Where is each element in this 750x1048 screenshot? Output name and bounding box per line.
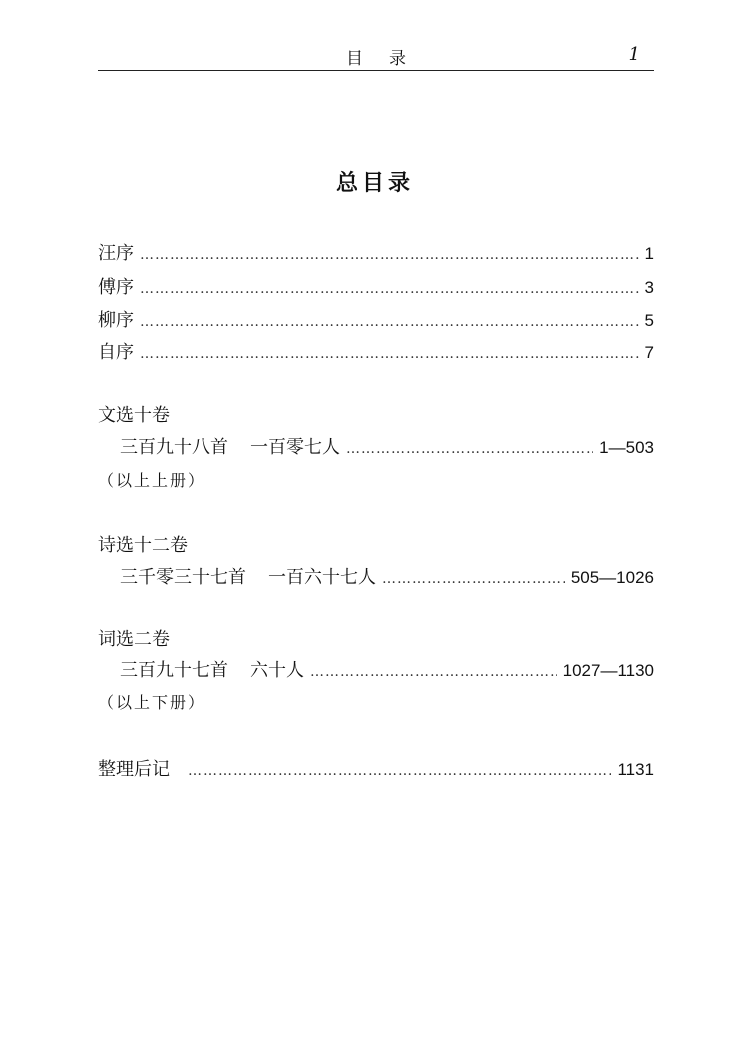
toc-entry-works: 三百九十七首	[120, 660, 228, 681]
toc-entry-preface-wang[interactable]	[98, 241, 654, 267]
toc-entry-authors: 一百六十七人	[268, 567, 376, 588]
page-title: 总目录	[335, 170, 414, 196]
section-heading-prose: 文选十卷	[98, 405, 170, 426]
section-heading-poetry: 诗选十二卷	[98, 535, 188, 556]
volume-note-lower: （以上下册）	[98, 693, 207, 712]
dot-leader	[140, 309, 639, 335]
toc-entry-label: 整理后记	[98, 759, 170, 780]
toc-entry-afterword[interactable]	[98, 757, 654, 783]
toc-entry-page: 1131	[617, 760, 654, 779]
toc-entry-label: 自序	[98, 342, 134, 363]
toc-entry-preface-self[interactable]	[98, 340, 654, 366]
toc-entry-page: 1	[644, 244, 654, 263]
dot-leader	[140, 276, 639, 302]
toc-entry-works: 三百九十八首	[120, 437, 228, 458]
section-heading-ci: 词选二卷	[98, 629, 170, 650]
toc-entry-page: 505—1026	[570, 568, 654, 587]
dot-leader	[346, 436, 593, 462]
running-header	[98, 44, 654, 71]
toc-entry-preface-liu[interactable]	[98, 308, 654, 334]
toc-entry-works: 三千零三十七首	[120, 567, 246, 588]
running-title: 目录	[346, 49, 432, 69]
dot-leader	[140, 242, 639, 268]
toc-entry-label: 柳序	[98, 310, 134, 331]
toc-entry-authors: 六十人	[250, 660, 304, 681]
toc-entry-preface-fu[interactable]	[98, 275, 654, 301]
toc-entry-page: 3	[644, 278, 654, 297]
dot-leader	[382, 566, 565, 592]
toc-entry-label: 汪序	[98, 243, 134, 264]
toc-entry-page: 5	[644, 311, 654, 330]
running-page-number: 1	[628, 44, 640, 65]
toc-entry-label: 傅序	[98, 277, 134, 298]
toc-entry-ci[interactable]	[120, 658, 654, 684]
toc-entry-page: 7	[644, 343, 654, 362]
toc-entry-prose[interactable]	[120, 435, 654, 461]
dot-leader	[188, 758, 611, 784]
dot-leader	[140, 341, 639, 367]
toc-entry-authors: 一百零七人	[250, 437, 340, 458]
toc-entry-poetry[interactable]	[120, 565, 654, 591]
toc-entry-page: 1—503	[599, 438, 654, 457]
toc-entry-page: 1027—1130	[562, 661, 654, 680]
dot-leader	[310, 659, 557, 685]
volume-note-upper: （以上上册）	[98, 471, 207, 490]
